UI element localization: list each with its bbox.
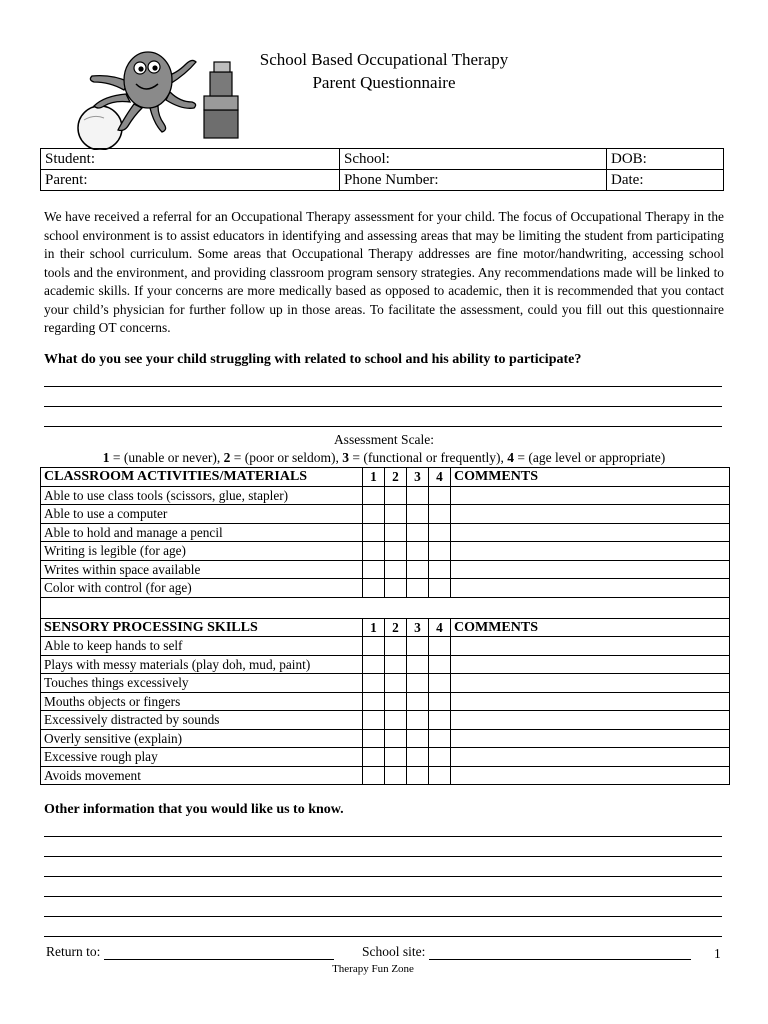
other-information-heading: Other information that you would like us to know. — [44, 802, 344, 817]
table-row — [41, 542, 730, 561]
scale-column-4: 4 — [429, 618, 451, 637]
rating-box-4[interactable] — [429, 486, 451, 505]
rating-box-2[interactable] — [385, 748, 407, 767]
rating-box-3[interactable] — [407, 729, 429, 748]
rating-box-1[interactable] — [363, 748, 385, 767]
scale-column-3: 3 — [407, 468, 429, 487]
skill-label: Touches things excessively — [41, 674, 363, 693]
rating-box-3[interactable] — [407, 655, 429, 674]
rating-box-1[interactable] — [363, 729, 385, 748]
rating-box-3[interactable] — [407, 523, 429, 542]
student-field[interactable]: Student: — [41, 149, 340, 170]
struggle-question: What do you see your child struggling with related to school and his ability to participate? — [44, 352, 582, 367]
skill-label: Writes within space available — [41, 560, 363, 579]
rating-box-3[interactable] — [407, 579, 429, 598]
skill-label: Writing is legible (for age) — [41, 542, 363, 561]
comment-cell[interactable] — [451, 711, 730, 730]
skill-label: Able to hold and manage a pencil — [41, 523, 363, 542]
rating-box-3[interactable] — [407, 560, 429, 579]
table-row — [41, 729, 730, 748]
skill-label: Mouths objects or fingers — [41, 692, 363, 711]
scale-column-2: 2 — [385, 468, 407, 487]
table-row — [41, 766, 730, 785]
rating-box-4[interactable] — [429, 505, 451, 524]
rating-box-4[interactable] — [429, 729, 451, 748]
answer-line[interactable] — [44, 896, 722, 897]
scale-column-1: 1 — [363, 468, 385, 487]
rating-box-1[interactable] — [363, 711, 385, 730]
rating-box-2[interactable] — [385, 674, 407, 693]
answer-line[interactable] — [44, 426, 722, 427]
rating-box-3[interactable] — [407, 674, 429, 693]
rating-box-1[interactable] — [363, 692, 385, 711]
assessment-scale-title: Assessment Scale: — [333, 432, 435, 447]
phone-number-field[interactable]: Phone Number: — [340, 170, 607, 191]
comment-cell[interactable] — [451, 579, 730, 598]
rating-box-2[interactable] — [385, 637, 407, 656]
skill-label: Able to keep hands to self — [41, 637, 363, 656]
sensory-processing-header-row — [41, 618, 730, 637]
rating-box-1[interactable] — [363, 486, 385, 505]
rating-box-4[interactable] — [429, 560, 451, 579]
rating-box-2[interactable] — [385, 523, 407, 542]
form-subtitle: Parent Questionnaire — [312, 73, 456, 92]
rating-box-4[interactable] — [429, 674, 451, 693]
footer-credit: Therapy Fun Zone — [332, 963, 414, 975]
rating-box-2[interactable] — [385, 505, 407, 524]
return-to-field: Return to: — [46, 944, 334, 960]
comment-cell[interactable] — [451, 542, 730, 561]
answer-line[interactable] — [44, 916, 722, 917]
rating-box-3[interactable] — [407, 692, 429, 711]
rating-box-2[interactable] — [385, 560, 407, 579]
answer-line[interactable] — [44, 406, 722, 407]
date-field[interactable]: Date: — [607, 170, 724, 191]
dob-field[interactable]: DOB: — [607, 149, 724, 170]
table-row — [41, 674, 730, 693]
rating-box-3[interactable] — [407, 486, 429, 505]
table-row — [41, 560, 730, 579]
rating-box-1[interactable] — [363, 542, 385, 561]
spacer-row — [41, 597, 730, 618]
comment-cell[interactable] — [451, 748, 730, 767]
comment-cell[interactable] — [451, 766, 730, 785]
rating-box-1[interactable] — [363, 655, 385, 674]
table-row — [41, 486, 730, 505]
rating-box-1[interactable] — [363, 523, 385, 542]
skill-label: Able to use a computer — [41, 505, 363, 524]
skill-label: Color with control (for age) — [41, 579, 363, 598]
rating-box-2[interactable] — [385, 729, 407, 748]
scale-column-2: 2 — [385, 618, 407, 637]
scale-column-4: 4 — [429, 468, 451, 487]
table-row — [41, 655, 730, 674]
rating-box-3[interactable] — [407, 711, 429, 730]
answer-line[interactable] — [44, 876, 722, 877]
rating-box-4[interactable] — [429, 523, 451, 542]
rating-box-2[interactable] — [385, 711, 407, 730]
rating-box-4[interactable] — [429, 655, 451, 674]
page-number: 1 — [714, 946, 721, 961]
comment-cell[interactable] — [451, 655, 730, 674]
table-row — [41, 692, 730, 711]
answer-line[interactable] — [44, 936, 722, 937]
comment-cell[interactable] — [451, 729, 730, 748]
table-row — [41, 637, 730, 656]
skill-label: Overly sensitive (explain) — [41, 729, 363, 748]
comment-cell[interactable] — [451, 692, 730, 711]
table-row — [41, 748, 730, 767]
school-site-field: School site: — [362, 944, 691, 960]
table-row — [41, 505, 730, 524]
parent-field[interactable]: Parent: — [41, 170, 340, 191]
rating-box-4[interactable] — [429, 637, 451, 656]
skill-label: Able to use class tools (scissors, glue, stapler) — [41, 486, 363, 505]
school-field[interactable]: School: — [340, 149, 607, 170]
rating-box-1[interactable] — [363, 637, 385, 656]
answer-line[interactable] — [44, 836, 722, 837]
table-row — [41, 711, 730, 730]
rating-box-4[interactable] — [429, 542, 451, 561]
classroom-activities-header-row — [41, 468, 730, 487]
school-site-line[interactable] — [429, 947, 691, 960]
classroom-activities-heading: CLASSROOM ACTIVITIES/MATERIALS — [41, 468, 363, 487]
rating-box-2[interactable] — [385, 486, 407, 505]
rating-box-3[interactable] — [407, 542, 429, 561]
skill-label: Excessively distracted by sounds — [41, 711, 363, 730]
rating-box-2[interactable] — [385, 655, 407, 674]
skill-label: Excessive rough play — [41, 748, 363, 767]
rating-box-2[interactable] — [385, 692, 407, 711]
rating-box-3[interactable] — [407, 748, 429, 767]
rating-box-1[interactable] — [363, 560, 385, 579]
comment-cell[interactable] — [451, 674, 730, 693]
rating-box-1[interactable] — [363, 579, 385, 598]
return-to-line[interactable] — [104, 947, 334, 960]
rating-box-4[interactable] — [429, 711, 451, 730]
comment-cell[interactable] — [451, 637, 730, 656]
comments-heading: COMMENTS — [451, 618, 730, 637]
form-title: School Based Occupational Therapy — [259, 50, 509, 69]
comment-cell[interactable] — [451, 523, 730, 542]
comment-cell[interactable] — [451, 486, 730, 505]
rating-box-3[interactable] — [407, 637, 429, 656]
rating-box-3[interactable] — [407, 505, 429, 524]
rating-box-2[interactable] — [385, 542, 407, 561]
assessment-table — [40, 467, 730, 785]
rating-box-1[interactable] — [363, 505, 385, 524]
sensory-processing-heading: SENSORY PROCESSING SKILLS — [41, 618, 363, 637]
rating-box-4[interactable] — [429, 748, 451, 767]
table-row — [41, 523, 730, 542]
rating-box-2[interactable] — [385, 766, 407, 785]
rating-box-4[interactable] — [429, 766, 451, 785]
assessment-scale-legend: 1 = (unable or never), 2 = (poor or seldom), 3 = (functional or frequently), 4 = (age level or appropriate) — [102, 450, 666, 465]
rating-box-3[interactable] — [407, 766, 429, 785]
rating-box-1[interactable] — [363, 766, 385, 785]
comments-heading: COMMENTS — [451, 468, 730, 487]
rating-box-1[interactable] — [363, 674, 385, 693]
spacer-cell — [41, 597, 730, 618]
comment-cell[interactable] — [451, 560, 730, 579]
scale-column-1: 1 — [363, 618, 385, 637]
intro-paragraph: We have received a referral for an Occupational Therapy assessment for your child. The focus of Occupational Therapy in the school environment is to assist educators in identifying and assessing areas that may be limiting the student from participating in their school curriculum. Some areas that Occupational Therapy addresses are fine motor/handwriting, accessing school tools and the environment, and providing classroom program sensory strategies. Any recommendations made will be linked to academic skills. If your concerns are more medically based as opposed to academic, then it is recommended that you contact your child’s physician for further follow up in those areas. To facilitate the assessment, could you fill out this questionnaire regarding OT concerns. — [44, 209, 724, 335]
rating-box-4[interactable] — [429, 692, 451, 711]
answer-line[interactable] — [44, 856, 722, 857]
student-info-table — [40, 148, 724, 191]
skill-label: Avoids movement — [41, 766, 363, 785]
rating-box-4[interactable] — [429, 579, 451, 598]
rating-box-2[interactable] — [385, 579, 407, 598]
scale-column-3: 3 — [407, 618, 429, 637]
skill-label: Plays with messy materials (play doh, mud, paint) — [41, 655, 363, 674]
table-row — [41, 579, 730, 598]
answer-line[interactable] — [44, 386, 722, 387]
comment-cell[interactable] — [451, 505, 730, 524]
